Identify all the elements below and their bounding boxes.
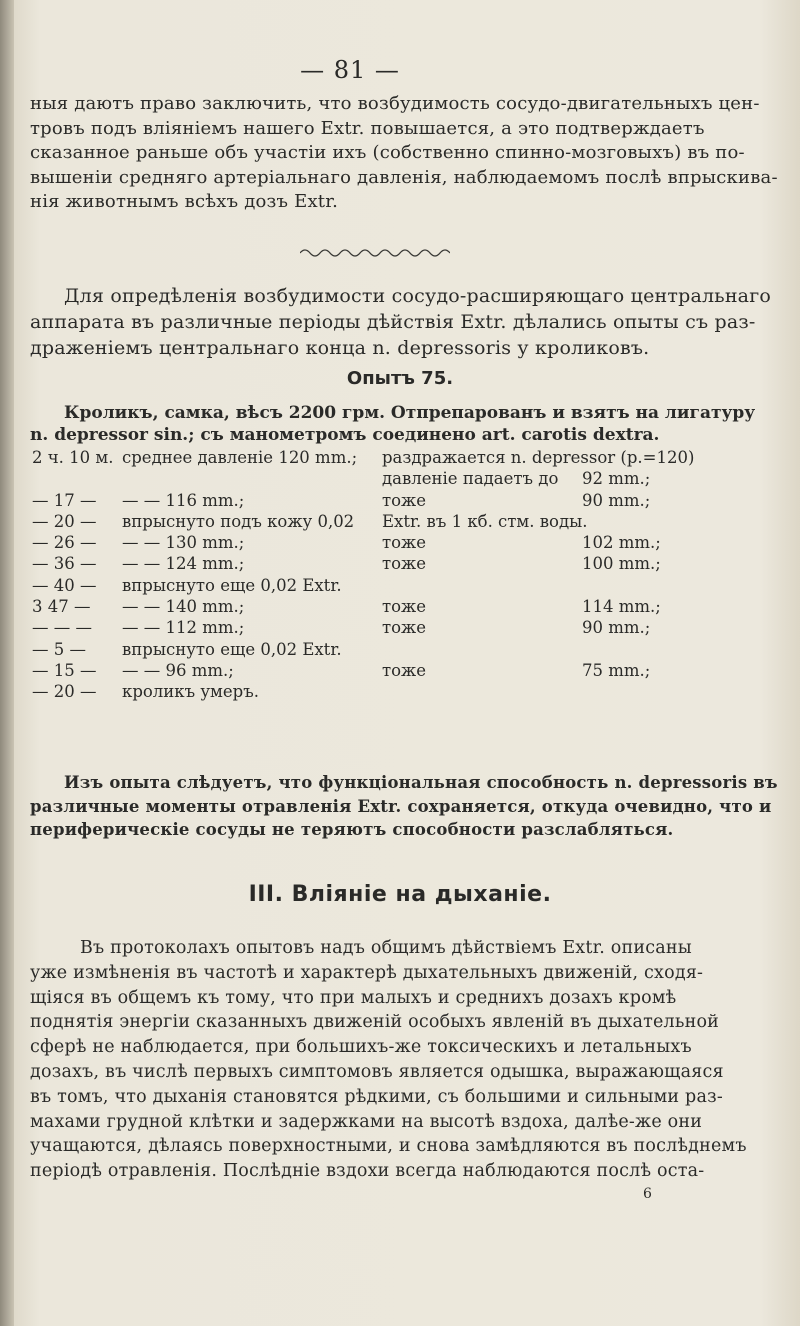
text-line: Изъ опыта слѣдуетъ, что функціональная способность n. depressoris въ (64, 773, 778, 792)
protocol-description: впрыснуто еще 0,02 Extr. (122, 575, 342, 595)
text-line: махами грудной клѣтки и задержками на высотѣ вздоха, далѣе-же они (30, 1111, 703, 1132)
protocol-row (22, 640, 792, 661)
experiment-intro-line: n. depressor sin.; съ манометромъ соединено art. carotis dextra. (30, 425, 660, 445)
protocol-time: — 36 — (32, 554, 97, 574)
protocol-description: среднее давленіе 120 mm.; (122, 448, 358, 467)
protocol-time: — 5 — (32, 639, 86, 659)
protocol-description: впрыснуто еще 0,02 Extr. (122, 639, 342, 659)
protocol-row (22, 469, 792, 490)
experiment-title: Опытъ 75. (346, 368, 454, 389)
protocol-row (22, 576, 792, 597)
paragraph-respiration (30, 936, 765, 1184)
protocol-result: Extr. въ 1 кб. стм. воды. (382, 511, 588, 531)
protocol-row (22, 597, 792, 618)
protocol-result: тоже (382, 660, 427, 680)
protocol-time: — 40 — (32, 575, 97, 595)
protocol-description: — — 140 mm.; (122, 597, 245, 617)
protocol-result: давленіе падаетъ до (382, 469, 559, 489)
protocol-result: тоже (382, 490, 427, 510)
protocol-time: 3 47 — (32, 597, 91, 617)
signature-mark: 6 (643, 1186, 652, 1202)
protocol-time: 2 ч. 10 м. (32, 448, 114, 467)
text-line: нія животнымъ всѣхъ дозъ Extr. (30, 191, 338, 212)
text-line: Въ протоколахъ опытовъ надъ общимъ дѣйствіемъ Extr. описаны (80, 938, 692, 958)
text-line: дозахъ, въ числѣ первыхъ симптомовъ является одышка, выражающаяся (30, 1061, 724, 1082)
protocol-time: — 26 — (32, 533, 97, 553)
protocol-row (22, 682, 792, 703)
protocol-description: — — 130 mm.; (122, 533, 245, 553)
protocol-description: впрыснуто подъ кожу 0,02 (122, 511, 355, 531)
text-line: поднятія энергіи сказанныхъ движеній особыхъ явленій въ дыхательной (30, 1012, 720, 1033)
text-line: драженіемъ центральнаго конца n. depressoris у кроликовъ. (30, 337, 650, 359)
protocol-value: 90 mm.; (582, 618, 651, 638)
paragraph-conclusion (30, 771, 778, 842)
protocol-description: — — 124 mm.; (122, 554, 245, 574)
protocol-result: раздражается n. depressor (p.=120) (382, 448, 695, 467)
experiment-protocol (22, 448, 792, 704)
experiment-intro (30, 402, 764, 446)
protocol-description: — — 96 mm.; (122, 660, 234, 680)
protocol-row (22, 554, 792, 575)
page-number: — 81 — (300, 56, 400, 84)
protocol-row (22, 533, 792, 554)
protocol-time: — 17 — (32, 490, 97, 510)
protocol-value: 92 mm.; (582, 469, 651, 489)
text-line: сказанное раньше объ участіи ихъ (собственно спинно-мозговыхъ) въ по- (30, 142, 745, 163)
protocol-value: 102 mm.; (582, 533, 661, 553)
protocol-time: — 15 — (32, 660, 97, 680)
text-line: периферическіе сосуды не теряютъ способности разслабляться. (30, 820, 674, 839)
text-line: учащаются, дѣлаясь поверхностными, и снова замѣдляются въ послѣднемъ (30, 1136, 747, 1157)
protocol-time: — 20 — (32, 511, 97, 531)
text-line: тровъ подъ вліяніемъ нашего Extr. повышается, а это подтверждаетъ (30, 117, 705, 139)
paragraph-2 (30, 283, 771, 361)
protocol-description: — — 116 mm.; (122, 490, 245, 510)
protocol-row (22, 618, 792, 639)
text-line: сферѣ не наблюдается, при большихъ-же токсическихъ и летальныхъ (30, 1037, 692, 1058)
protocol-value: 100 mm.; (582, 554, 661, 574)
text-line: уже измѣненія въ частотѣ и характерѣ дыхательныхъ движеній, сходя- (30, 962, 704, 983)
protocol-row (22, 512, 792, 533)
protocol-time: — 20 — (32, 682, 97, 702)
protocol-result: тоже (382, 533, 427, 553)
section-heading: III. Вліяніе на дыханіе. (248, 882, 552, 907)
protocol-value: 114 mm.; (582, 597, 661, 617)
protocol-row (22, 491, 792, 512)
ornament-divider (300, 245, 450, 257)
experiment-intro-line: Кроликъ, самка, вѣсъ 2200 грм. Отпрепарованъ и взятъ на лигатуру (64, 403, 756, 423)
protocol-row (22, 661, 792, 682)
protocol-row (22, 448, 792, 469)
text-line: щіяся въ общемъ къ тому, что при малыхъ и среднихъ дозахъ кромѣ (30, 987, 677, 1008)
protocol-description: кроликъ умеръ. (122, 682, 259, 702)
protocol-value: 90 mm.; (582, 490, 651, 510)
text-line: аппарата въ различные періоды дѣйствія Extr. дѣлались опыты съ раз- (30, 311, 756, 333)
text-line: различные моменты отравленія Extr. сохраняется, откуда очевидно, что и (30, 796, 772, 816)
text-line: ныя даютъ право заключить, что возбудимость сосудо-двигательныхъ цен- (30, 93, 760, 114)
paragraph-1 (30, 92, 778, 215)
text-line: въ томъ, что дыханія становятся рѣдкими, съ большими и сильными раз- (30, 1086, 723, 1107)
text-line: вышеніи средняго артеріальнаго давленія, наблюдаемомъ послѣ впрыскива- (30, 166, 778, 188)
protocol-value: 75 mm.; (582, 660, 651, 680)
protocol-result: тоже (382, 554, 427, 574)
protocol-result: тоже (382, 618, 427, 638)
protocol-description: — — 112 mm.; (122, 618, 245, 638)
page-binding-edge (0, 0, 14, 1326)
text-line: Для опредѣленія возбудимости сосудо-расширяющаго центральнаго (64, 285, 771, 307)
protocol-time: — — — (32, 618, 92, 638)
text-line: періодѣ отравленія. Послѣдніе вздохи всегда наблюдаются послѣ оста- (30, 1161, 705, 1182)
protocol-result: тоже (382, 597, 427, 617)
